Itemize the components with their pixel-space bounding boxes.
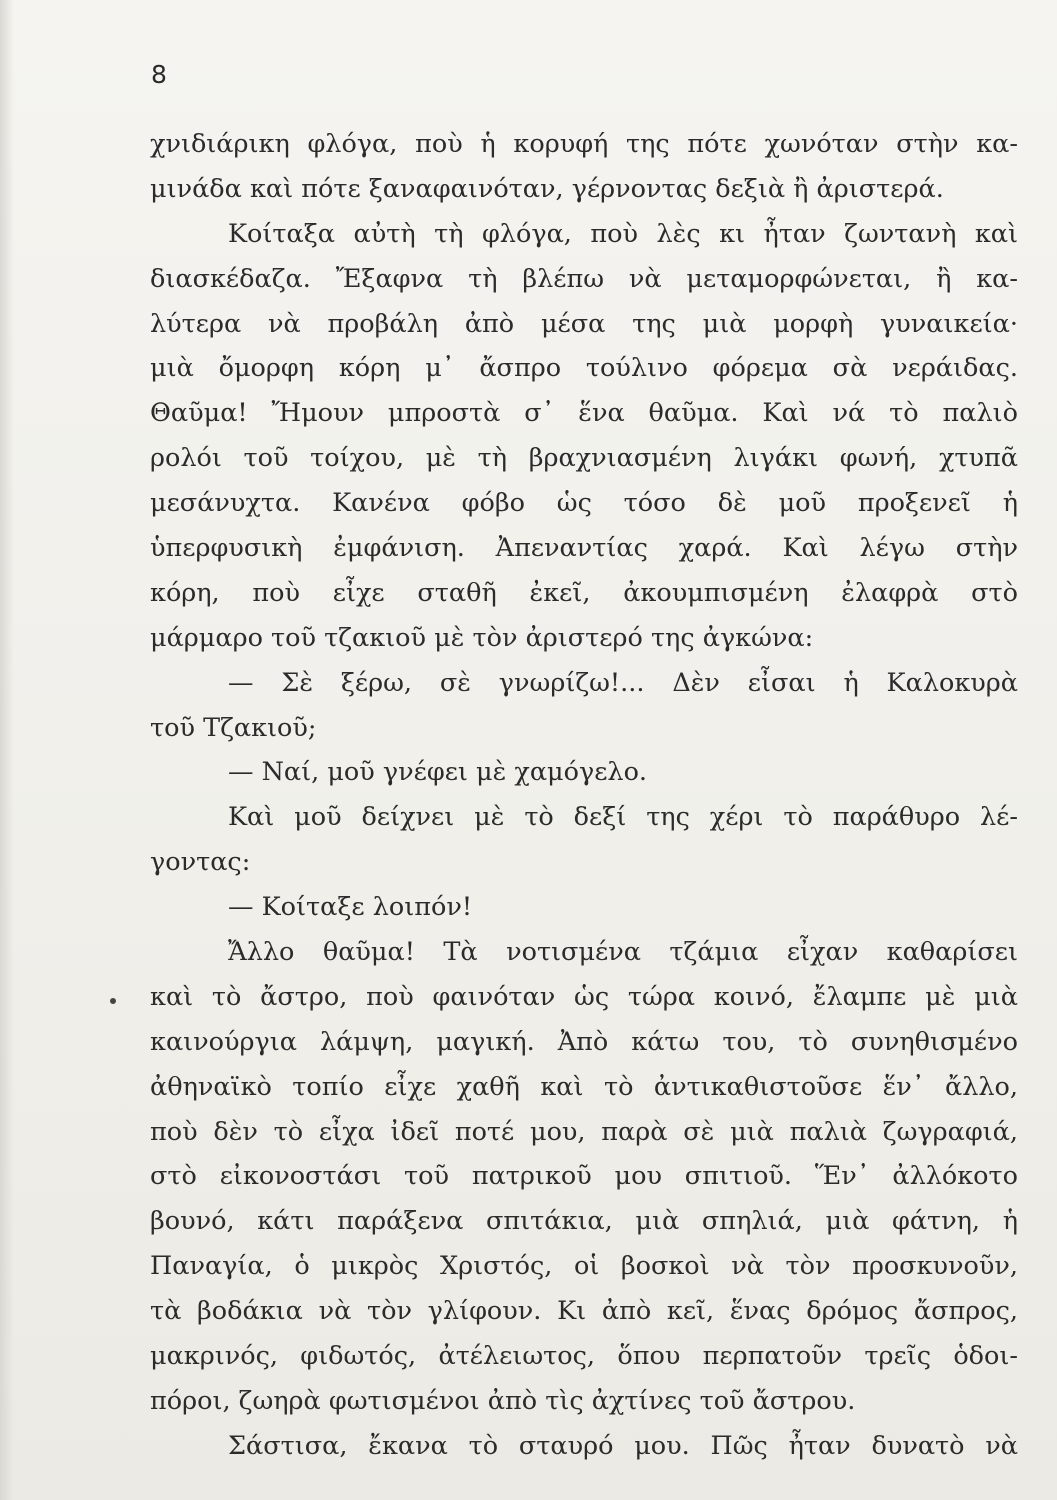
- text-line: μιὰ ὄμορφη κόρη μ᾿ ἄσπρο τούλινο φόρεμα σὰ νεράιδας.: [150, 353, 1018, 384]
- text-line: — Ναί, μοῦ γνέφει μὲ χαμόγελο.: [228, 757, 648, 788]
- text-line: καὶ τὸ ἄστρο, ποὺ φαινόταν ὡς τώρα κοινό, ἔλαμπε μὲ μιὰ: [150, 981, 1018, 1012]
- text-line: κόρη, ποὺ εἶχε σταθῆ ἐκεῖ, ἀκουμπισμένη ἐλαφρὰ στὸ: [150, 577, 1018, 608]
- text-line: ποὺ δὲν τὸ εἶχα ἰδεῖ ποτέ μου, παρὰ σὲ μιὰ παλιὰ ζωγραφιά,: [150, 1116, 1018, 1147]
- text-line: — Σὲ ξέρω, σὲ γνωρίζω!... Δὲν εἶσαι ἡ Καλοκυρὰ: [228, 667, 1018, 698]
- text-line: μάρμαρο τοῦ τζακιοῦ μὲ τὸν ἀριστερό της ἀγκώνα:: [150, 622, 814, 653]
- page-edge-shadow: [0, 0, 14, 1500]
- text-line: τὰ βοδάκια νὰ τὸν γλίφουν. Κι ἀπὸ κεῖ, ἕνας δρόμος ἄσπρος,: [150, 1296, 1018, 1327]
- text-line: Καὶ μοῦ δείχνει μὲ τὸ δεξί της χέρι τὸ παράθυρο λέ-: [228, 802, 1018, 833]
- ink-dot: [110, 998, 116, 1004]
- text-line: ὑπερφυσικὴ ἐμφάνιση. Ἀπεναντίας χαρά. Καὶ λέγω στὴν: [150, 533, 1018, 564]
- body-text: [150, 122, 1018, 1469]
- text-line: Κοίταξα αὐτὴ τὴ φλόγα, ποὺ λὲς κι ἦταν ζωντανὴ καὶ: [228, 218, 1018, 249]
- text-line: στὸ εἰκονοστάσι τοῦ πατρικοῦ μου σπιτιοῦ. Ἕν᾿ ἀλλόκοτο: [150, 1161, 1018, 1192]
- text-line: λύτερα νὰ προβάλη ἀπὸ μέσα της μιὰ μορφὴ γυναικεία·: [150, 308, 1018, 339]
- text-line: καινούργια λάμψη, μαγική. Ἀπὸ κάτω του, τὸ συνηθισμένο: [150, 1026, 1018, 1057]
- text-line: μεσάνυχτα. Κανένα φόβο ὡς τόσο δὲ μοῦ προξενεῖ ἡ: [150, 488, 1018, 519]
- text-line: ἀθηναϊκὸ τοπίο εἶχε χαθῆ καὶ τὸ ἀντικαθιστοῦσε ἕν᾿ ἄλλο,: [150, 1071, 1018, 1102]
- text-line: μινάδα καὶ πότε ξαναφαινόταν, γέρνοντας δεξιὰ ἢ ἀριστερά.: [150, 173, 944, 204]
- text-line: βουνό, κάτι παράξενα σπιτάκια, μιὰ σπηλιά, μιὰ φάτνη, ἡ: [150, 1206, 1018, 1237]
- text-line: χνιδιάρικη φλόγα, ποὺ ἡ κορυφή της πότε χωνόταν στὴν κα-: [150, 129, 1018, 159]
- text-line: ρολόι τοῦ τοίχου, μὲ τὴ βραχνιασμένη λιγάκι φωνή, χτυπᾶ: [150, 443, 1018, 474]
- text-line: μακρινός, φιδωτός, ἀτέλειωτος, ὅπου περπατοῦν τρεῖς ὁδοι-: [150, 1341, 1018, 1372]
- text-line: Σάστισα, ἔκανα τὸ σταυρό μου. Πῶς ἦταν δυνατὸ νὰ: [228, 1430, 1018, 1461]
- text-line: γοντας:: [150, 847, 251, 878]
- text-line: Παναγία, ὁ μικρὸς Χριστός, οἱ βοσκοὶ νὰ τὸν προσκυνοῦν,: [150, 1251, 1018, 1282]
- text-line: πόροι, ζωηρὰ φωτισμένοι ἀπὸ τὶς ἀχτίνες τοῦ ἄστρου.: [150, 1385, 856, 1416]
- text-line: τοῦ Τζακιοῦ;: [150, 712, 317, 743]
- page-number: 8: [151, 60, 167, 89]
- text-line: Θαῦμα! Ἤμουν μπροστὰ σ᾿ ἕνα θαῦμα. Καὶ νά τὸ παλιὸ: [150, 398, 1018, 429]
- text-line: Ἄλλο θαῦμα! Τὰ νοτισμένα τζάμια εἶχαν καθαρίσει: [228, 937, 1018, 968]
- text-line: διασκέδαζα. Ἔξαφνα τὴ βλέπω νὰ μεταμορφώνεται, ἢ κα-: [150, 263, 1018, 294]
- text-line: — Κοίταξε λοιπόν!: [228, 892, 473, 923]
